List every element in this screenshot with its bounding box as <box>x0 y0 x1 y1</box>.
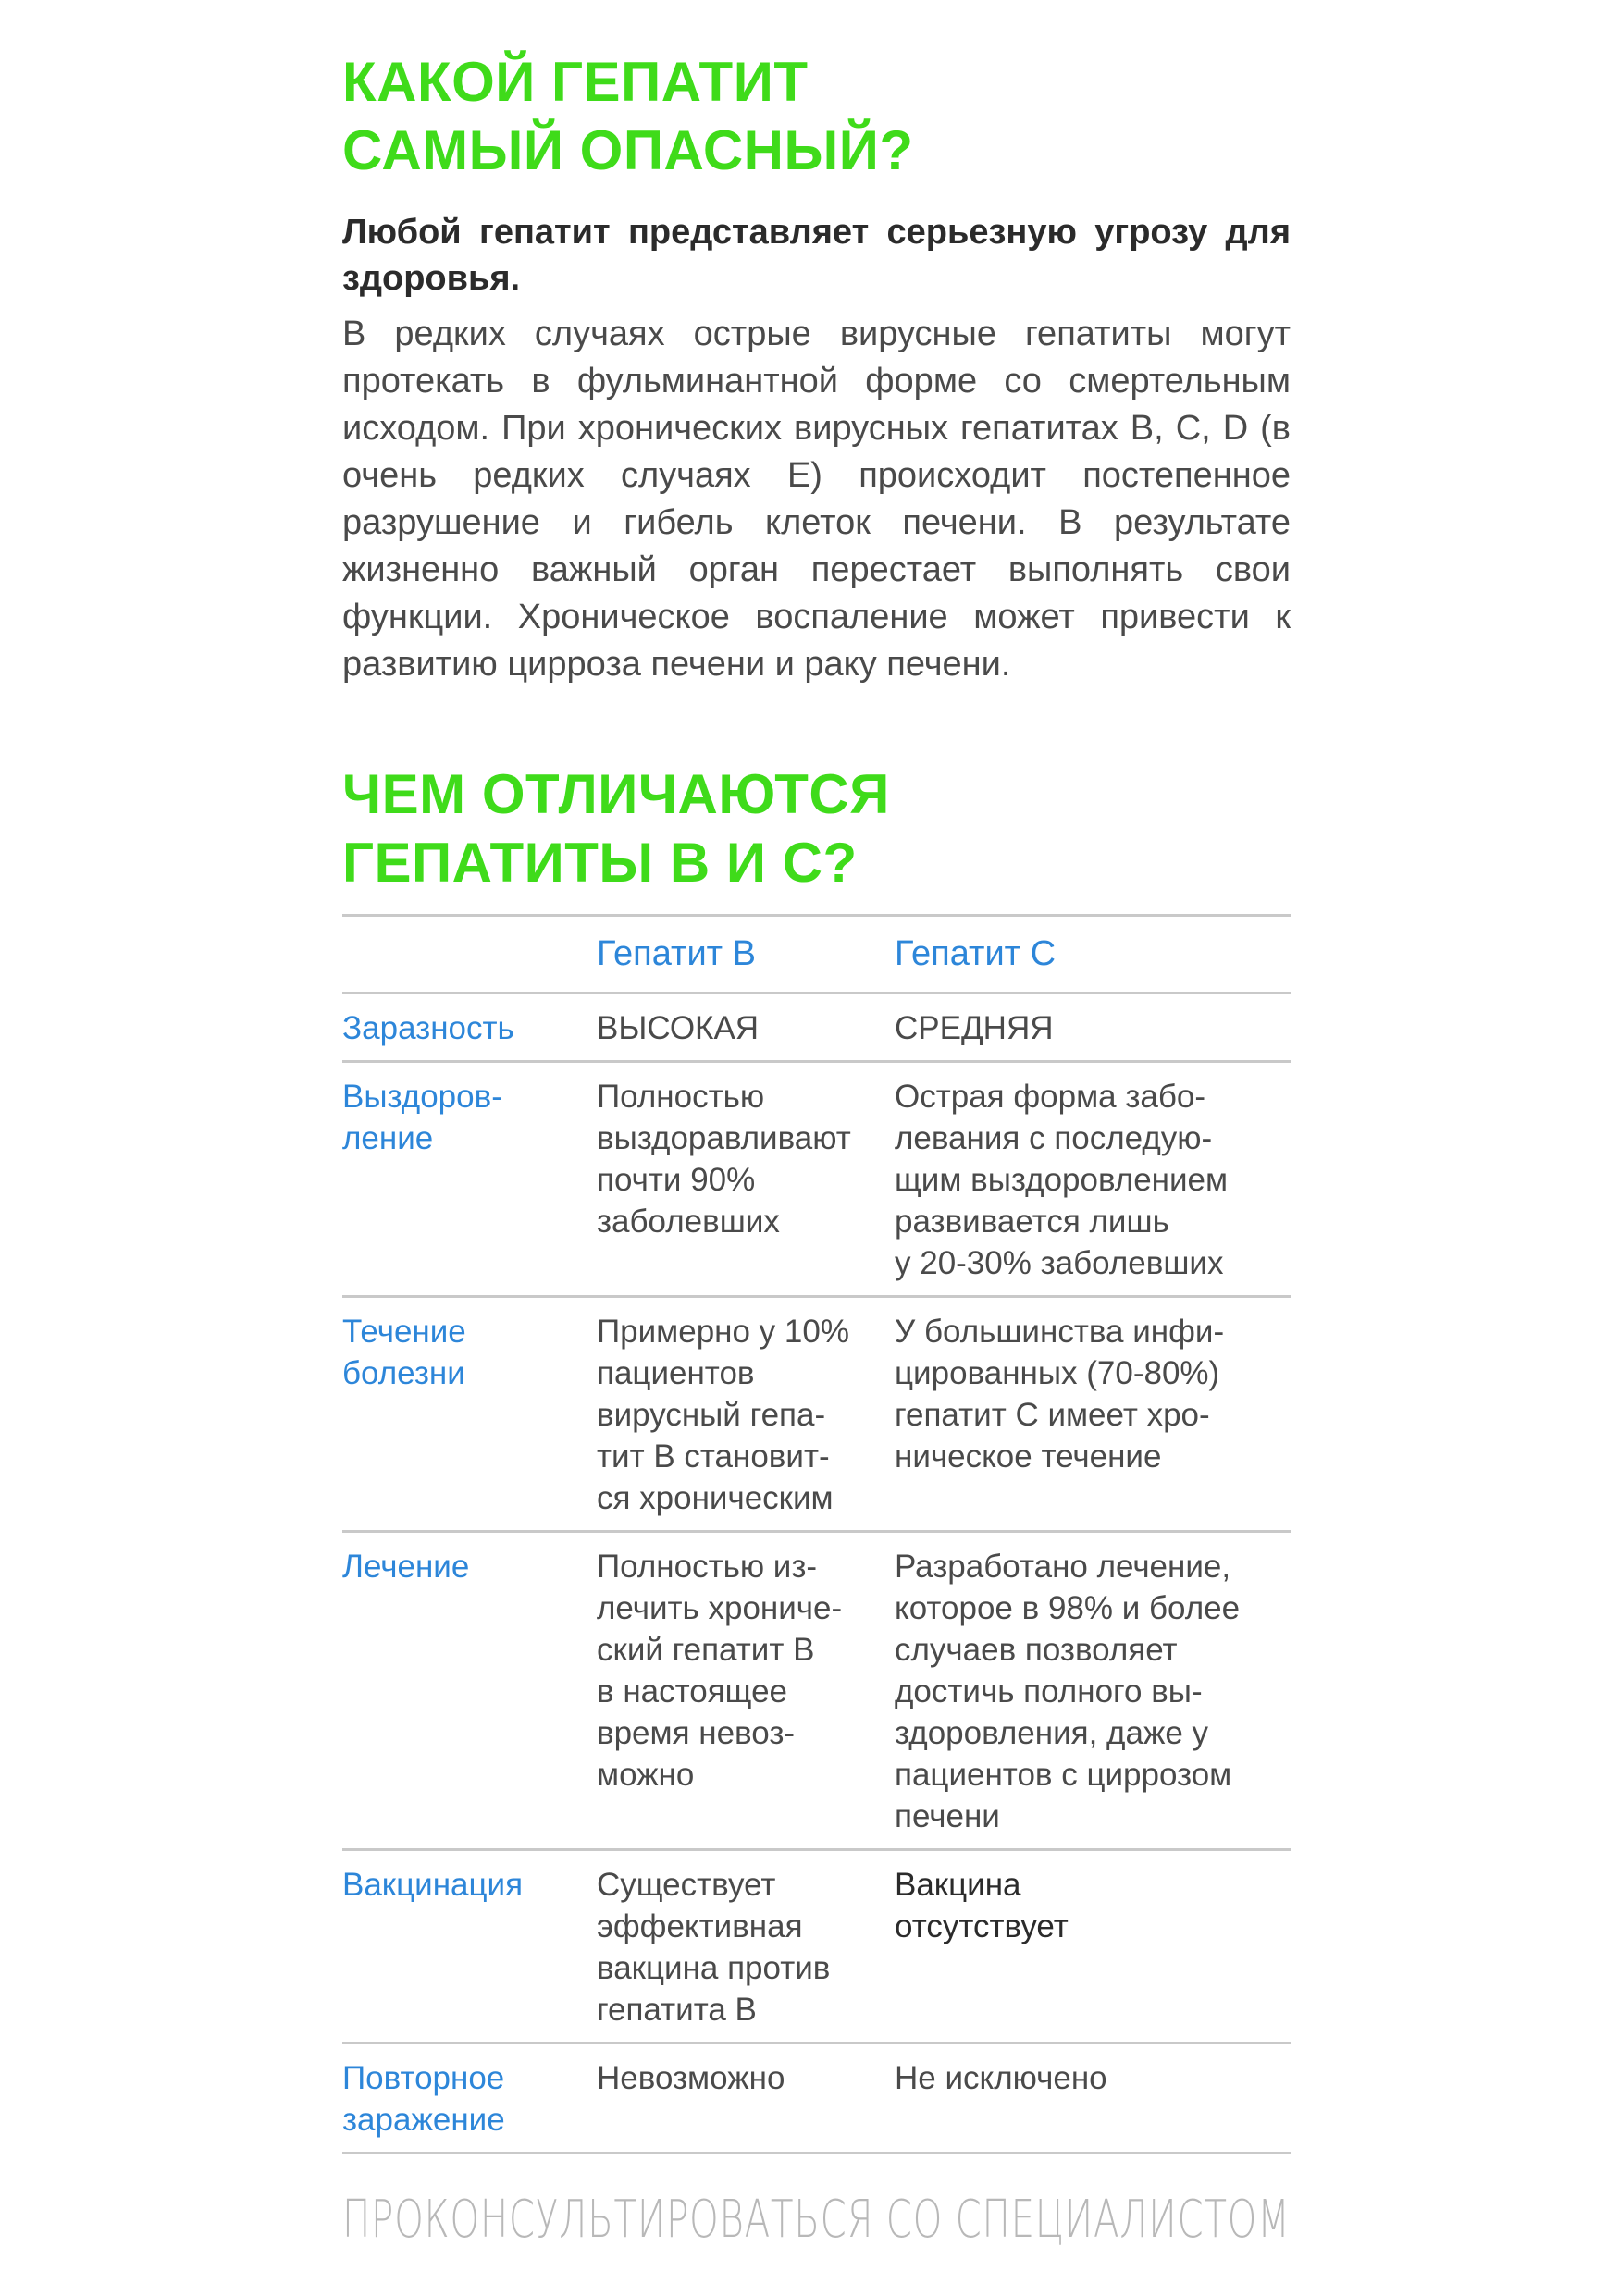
cell-hepatitis-b: Полностью выздоравливают почти 90% заболевших <box>597 1062 895 1297</box>
comparison-table <box>342 914 1291 2154</box>
page-content <box>342 48 1291 2154</box>
cell-hepatitis-c: Разработано лечение, которое в 98% и более случаев позволяет достичь полного вы- здоровления, даже у пациентов с циррозом печени <box>895 1532 1291 1850</box>
consult-specialist-link[interactable]: ПРОКОНСУЛЬТИРОВАТЬСЯ СО СПЕЦИАЛИСТОМ <box>342 2190 1291 2250</box>
table-header-row <box>342 916 1291 994</box>
row-label-reinfection: Повторное заражение <box>342 2043 597 2154</box>
body-paragraph: В редких случаях острые вирусные гепатиты могут протекать в фульминантной форме со смертельным исходом. При хронических вирусных гепатитах B, C, D (в очень редких случаях E) происходит постепенное разрушение и гибель клеток печени. В результате жизненно важный орган перестает выполнять свои функции. Хроническое воспаление может привести к развитию цирроза печени и раку печени. <box>342 315 1291 684</box>
header-hepatitis-b: Гепатит B <box>597 916 895 994</box>
heading-line: САМЫЙ ОПАСНЫЙ? <box>342 119 914 181</box>
section-heading-differences <box>342 760 1291 897</box>
cell-hepatitis-c: СРЕДНЯЯ <box>895 994 1291 1062</box>
cell-hepatitis-c: Не исключено <box>895 2043 1291 2154</box>
table-row <box>342 1062 1291 1297</box>
cell-hepatitis-b: Существует эффективная вакцина против гепатита B <box>597 1850 895 2043</box>
cell-hepatitis-b: Примерно у 10% пациентов вирусный гепа- тит B становит- ся хроническим <box>597 1297 895 1532</box>
row-label-vaccination: Вакцинация <box>342 1850 597 2043</box>
row-label-disease-course: Течение болезни <box>342 1297 597 1532</box>
cell-hepatitis-b: Невозможно <box>597 2043 895 2154</box>
header-hepatitis-c: Гепатит C <box>895 916 1291 994</box>
table-row <box>342 2043 1291 2154</box>
header-empty-cell <box>342 916 597 994</box>
cell-hepatitis-c: У большинства инфи- цированных (70-80%) гепатит C имеет хро- ническое течение <box>895 1297 1291 1532</box>
table-row <box>342 1850 1291 2043</box>
cell-hepatitis-b: ВЫСОКАЯ <box>597 994 895 1062</box>
table-row <box>342 1532 1291 1850</box>
lead-paragraph: Любой гепатит представляет серьезную угрозу для здоровья. <box>342 213 1291 298</box>
section-heading-most-dangerous <box>342 48 1291 185</box>
heading-line: ЧЕМ ОТЛИЧАЮТСЯ <box>342 763 890 825</box>
row-label-treatment: Лечение <box>342 1532 597 1850</box>
cell-hepatitis-c: Вакцина отсутствует <box>895 1850 1291 2043</box>
row-label-recovery: Выздоров- ление <box>342 1062 597 1297</box>
row-label-contagiousness: Заразность <box>342 994 597 1062</box>
table-row <box>342 1297 1291 1532</box>
heading-line: КАКОЙ ГЕПАТИТ <box>342 51 809 113</box>
cell-hepatitis-c: Острая форма забо- левания с последую- щим выздоровлением развивается лишь у 20-30% заболевших <box>895 1062 1291 1297</box>
cell-hepatitis-b: Полностью из- лечить хрониче- ский гепатит B в настоящее время невоз- можно <box>597 1532 895 1850</box>
table-row <box>342 994 1291 1062</box>
heading-line: ГЕПАТИТЫ B И C? <box>342 832 858 894</box>
